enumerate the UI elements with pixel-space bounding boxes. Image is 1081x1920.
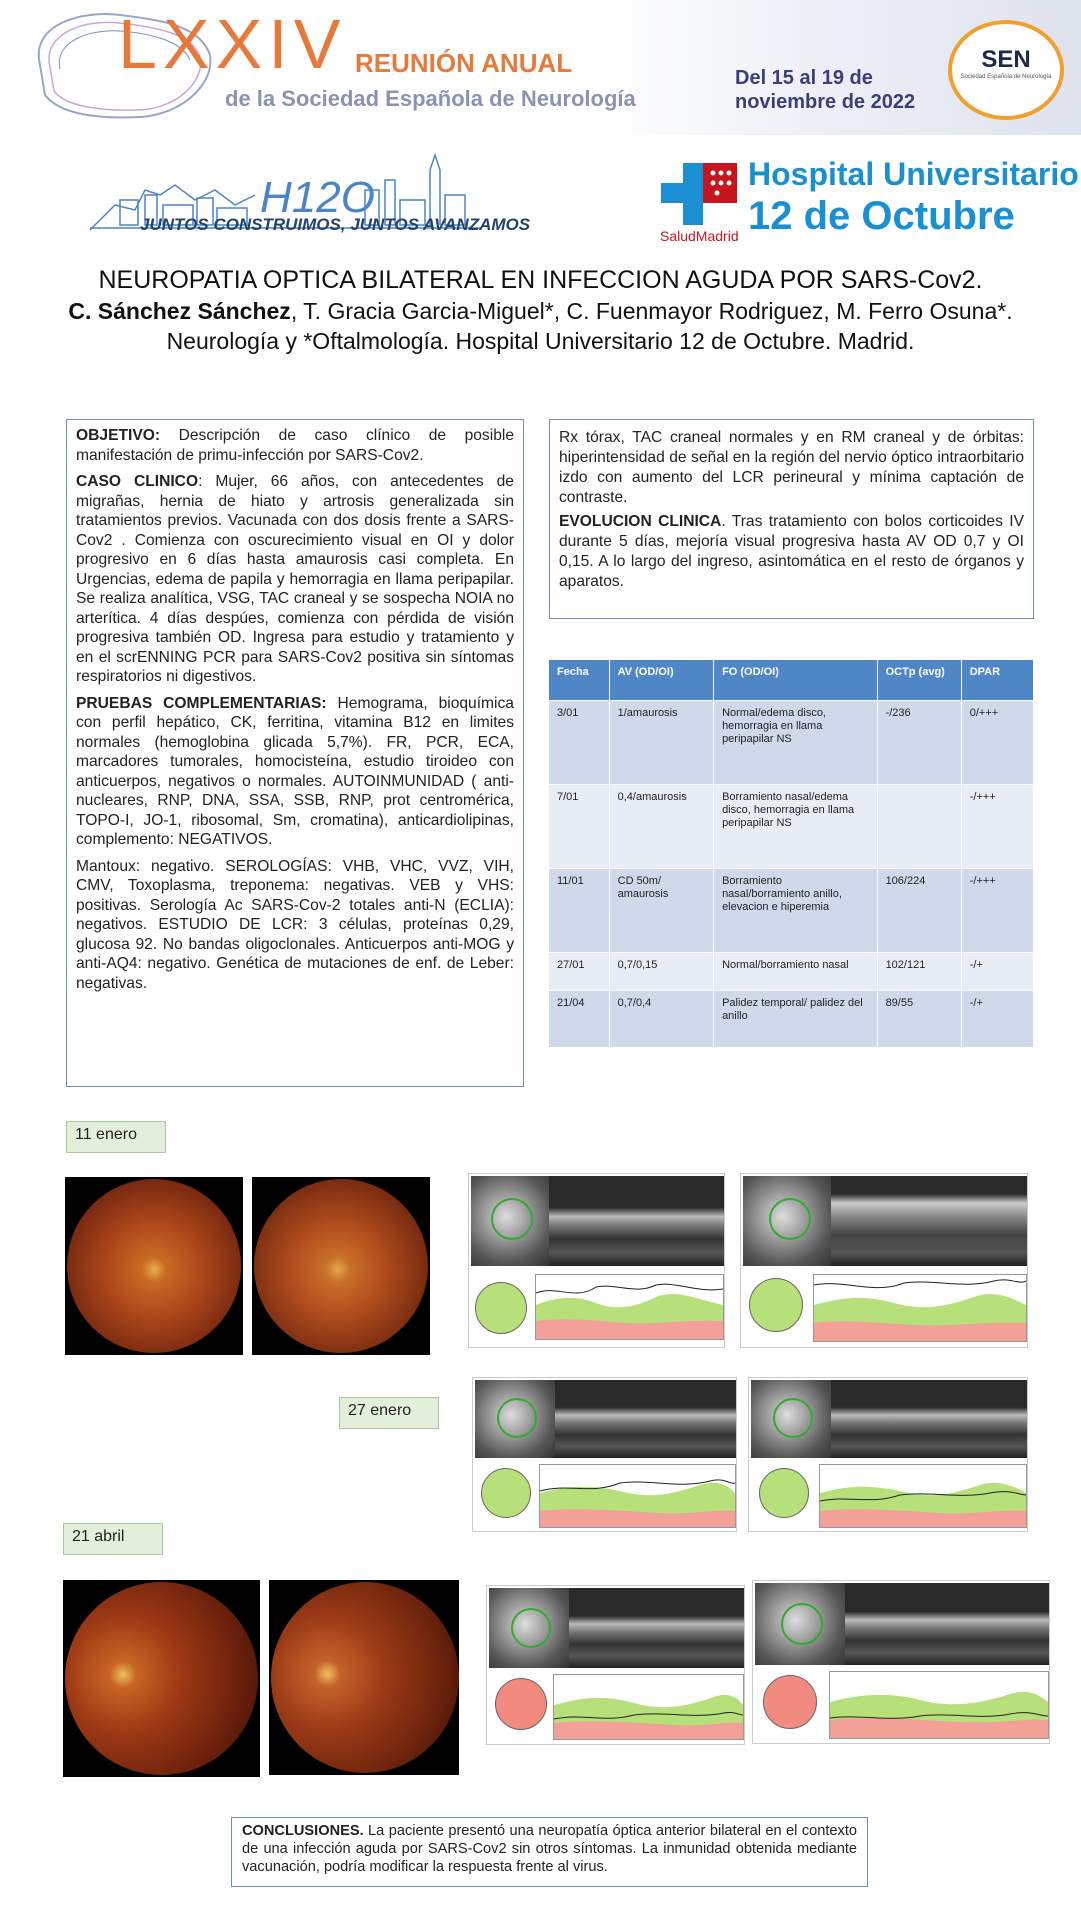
rnfl-thickness-graph <box>819 1464 1027 1528</box>
oct-scan-circle <box>781 1603 823 1645</box>
table-cell: -/+ <box>961 953 1033 991</box>
table-row <box>549 869 1034 953</box>
oct-bscan-image <box>831 1176 1027 1266</box>
table-cell: Normal/edema disco, hemorragia en llama peripapilar NS <box>714 701 878 785</box>
case-description-box <box>66 419 524 1087</box>
oct-report-oi-21-abril <box>752 1580 1050 1744</box>
oct-report-oi-27-enero <box>748 1377 1028 1532</box>
caso-text: : Mujer, 66 años, con antecedentes de migrañas, hernia de hiato y artrosis generalizada sin tratamientos previos. Vacunada con dos dosis frente a SARS-Cov2 . Comienza con oscurecimiento visual en OI y dolor progresivo en 6 días hasta amaurosis casi completa. En Urgencias, edema de papila y hemorragia en llama peripapilar. Se realiza analítica, VSG, TAC craneal y se sospecha NOIA no arterítica. 4 días despúes, comienza con pérdida de visión progresiva también OD. Ingresa para estudio y tratamiento y en el scrENNING PCR para SARS-Cov2 positiva sin síntomas respiratorios ni digestivos. <box>76 473 514 685</box>
oct-report-od-27-enero <box>472 1377 737 1532</box>
table-row <box>549 785 1034 869</box>
h12o-tagline: JUNTOS CONSTRUIMOS, JUNTOS AVANZAMOS <box>140 215 531 234</box>
rx-paragraph: Rx tórax, TAC craneal normales y en RM craneal y de órbitas: hiperintensidad de señal en la región del nervio óptico intraorbitario izdo con aumento del LCR perineural y mínima captación de contraste. <box>559 429 1024 506</box>
objetivo-paragraph <box>76 426 514 465</box>
rnfl-sector-diagram <box>495 1678 547 1730</box>
table-cell: Normal/borramiento nasal <box>714 953 878 991</box>
sen-logo <box>948 20 1064 120</box>
table-header-row <box>549 660 1034 701</box>
rnfl-thickness-graph <box>535 1274 724 1340</box>
table-cell: 3/01 <box>549 701 609 785</box>
society-name: de la Sociedad Española de Neurología <box>225 86 636 111</box>
table-header-cell: FO (OD/OI) <box>714 660 878 701</box>
caso-paragraph <box>76 472 514 687</box>
table-cell: 11/01 <box>549 869 609 953</box>
table-cell: 89/55 <box>877 991 961 1047</box>
date-label-27-enero: 27 enero <box>339 1397 439 1429</box>
rnfl-sector-diagram <box>475 1282 527 1334</box>
table-cell: 21/04 <box>549 991 609 1047</box>
oct-scan-circle <box>773 1398 813 1438</box>
fundus-photo-od-11-enero <box>65 1177 243 1355</box>
table-cell <box>877 785 961 869</box>
evolucion-label: EVOLUCION CLINICA <box>559 513 722 530</box>
rnfl-sector-diagram <box>749 1278 803 1332</box>
table-cell: 102/121 <box>877 953 961 991</box>
oct-bscan-image <box>549 1176 724 1266</box>
rnfl-thickness-graph <box>539 1464 736 1528</box>
h12o-text: H12O <box>260 173 375 222</box>
evolution-box <box>549 419 1034 619</box>
pruebas-text: Hemograma, bioquímica con perfil hepático, CK, ferritina, vitamina B12 en limites normales (hemoglobina glicada 5,7%). FR, PCR, ECA, marcadores tumorales, homocisteína, estudio tiroideo con anticuerpos, negativos o normales. AUTOINMUNIDAD ( anti-nucleares, RNP, DNA, SSA, SSB, RNP, prot centromérica, TOPO-I, JO-1, ribosomal, Sm, cromatina), anticardiolipinas, complemento: NEGATIVOS. <box>76 694 514 848</box>
table-header-cell: AV (OD/OI) <box>609 660 713 701</box>
caso-label: CASO CLINICO <box>76 473 199 490</box>
oct-report-oi-11-enero <box>740 1173 1028 1348</box>
header-banner <box>0 0 1081 135</box>
oct-scan-circle <box>769 1198 811 1240</box>
table-cell: CD 50m/ amaurosis <box>609 869 713 953</box>
sen-logo-text: SEN <box>981 46 1031 73</box>
salud-madrid-label: SaludMadrid <box>660 228 739 244</box>
conclusions-text: La paciente presentó una neuropatía óptica anterior bilateral en el contexto de una infección aguda por SARS-Cov2 sin otros síntomas. La inmunidad obtenida mediante vacunación, podría modificar la respuesta frente al virus. <box>242 1823 857 1875</box>
table-cell: 0,4/amaurosis <box>609 785 713 869</box>
rnfl-sector-diagram <box>759 1468 809 1518</box>
objetivo-label: OBJETIVO: <box>76 427 161 444</box>
table-cell: -/+++ <box>961 785 1033 869</box>
objetivo-text: Descripción de caso clínico de posible manifestación de primu-infección por SARS-Cov2. <box>76 427 514 464</box>
table-cell: 0,7/0,15 <box>609 953 713 991</box>
table-header-cell: Fecha <box>549 660 609 701</box>
table-header-cell: OCTp (avg) <box>877 660 961 701</box>
congress-number: LXXIV <box>118 5 347 83</box>
oct-bscan-image <box>845 1583 1049 1665</box>
dates-line-2: noviembre de 2022 <box>735 91 916 113</box>
evolucion-paragraph <box>559 512 1024 592</box>
pruebas-paragraph <box>76 694 514 850</box>
table-cell: 0/+++ <box>961 701 1033 785</box>
mantoux-paragraph: Mantoux: negativo. SEROLOGÍAS: VHB, VHC, VVZ, VIH, CMV, Toxoplasma, treponema: negativas. VEB y VHS: positivas. Serología Ac SARS-Cov-2 totales anti-N (ECLIA): negativos. ESTUDIO DE LCR: 3 células, proteínas 0,29, glucosa 92. No bandas oligoclonales. Anticuerpos anti-MOG y anti-AQ4: negativo. Genética de mutaciones de enf. de Leber: negativas. <box>76 857 514 992</box>
authors <box>0 298 1081 325</box>
table-cell: Palidez temporal/ palidez del anillo <box>714 991 878 1047</box>
conclusions-box <box>231 1817 868 1887</box>
fundus-photo-oi-11-enero <box>252 1177 430 1355</box>
rnfl-thickness-graph <box>813 1274 1027 1342</box>
conclusions-label: CONCLUSIONES. <box>242 1823 364 1839</box>
other-authors: , T. Gracia Garcia-Miguel*, C. Fuenmayor Rodriguez, M. Ferro Osuna*. <box>290 298 1013 324</box>
table-cell: -/236 <box>877 701 961 785</box>
table-header-cell: DPAR <box>961 660 1033 701</box>
oct-report-od-11-enero <box>468 1173 725 1348</box>
table-cell: 7/01 <box>549 785 609 869</box>
oct-scan-circle <box>511 1608 551 1648</box>
clinical-evolution-table <box>549 660 1034 1047</box>
table-cell: -/+ <box>961 991 1033 1047</box>
oct-scan-circle <box>497 1398 537 1438</box>
oct-bscan-image <box>569 1588 744 1668</box>
dates-line-1: Del 15 al 19 de <box>735 67 873 89</box>
hospital-cross-logo <box>661 163 739 229</box>
congress-dates <box>735 66 915 114</box>
oct-bscan-image <box>555 1380 736 1458</box>
table-row <box>549 991 1034 1047</box>
date-label-11-enero: 11 enero <box>66 1121 166 1153</box>
date-label-21-abril: 21 abril <box>63 1523 163 1555</box>
hospital-name-line-2: 12 de Octubre <box>748 194 1015 238</box>
rnfl-thickness-graph <box>829 1671 1049 1739</box>
evolucion-text: . Tras tratamiento con bolos corticoides IV durante 5 días, mejoría visual progresiva hasta AV OD 0,7 y OI 0,15. A lo largo del ingreso, asintomática en el resto de órganos y aparatos. <box>559 513 1024 590</box>
sen-logo-subtext: Sociedad Española de Neurología <box>960 74 1052 80</box>
table-cell: 27/01 <box>549 953 609 991</box>
department: Neurología y *Oftalmología. Hospital Universitario 12 de Octubre. Madrid. <box>166 328 915 354</box>
first-author: C. Sánchez Sánchez <box>68 298 291 324</box>
fundus-photo-od-21-abril <box>63 1580 260 1777</box>
poster-title: NEUROPATIA OPTICA BILATERAL EN INFECCION AGUDA POR SARS-Cov2. <box>98 266 983 294</box>
table-cell: -/+++ <box>961 869 1033 953</box>
congress-label: REUNIÓN ANUAL <box>355 48 573 78</box>
hospital-name-line-1: Hospital Universitario <box>748 156 1079 192</box>
oct-bscan-image <box>831 1380 1027 1458</box>
table-row <box>549 953 1034 991</box>
fundus-photo-oi-21-abril <box>269 1580 459 1775</box>
rnfl-thickness-graph <box>553 1674 744 1740</box>
table-cell: 1/amaurosis <box>609 701 713 785</box>
table-cell: 0,7/0,4 <box>609 991 713 1047</box>
table-cell: 106/224 <box>877 869 961 953</box>
table-cell: Borramiento nasal/edema disco, hemorragia en llama peripapilar NS <box>714 785 878 869</box>
table-row <box>549 701 1034 785</box>
rnfl-sector-diagram <box>481 1468 531 1518</box>
pruebas-label: PRUEBAS COMPLEMENTARIAS: <box>76 694 327 712</box>
rnfl-sector-diagram <box>763 1675 817 1729</box>
oct-report-od-21-abril <box>486 1585 745 1745</box>
oct-scan-circle <box>491 1198 533 1240</box>
table-cell: Borramiento nasal/borramiento anillo, elevacion e hiperemia <box>714 869 878 953</box>
